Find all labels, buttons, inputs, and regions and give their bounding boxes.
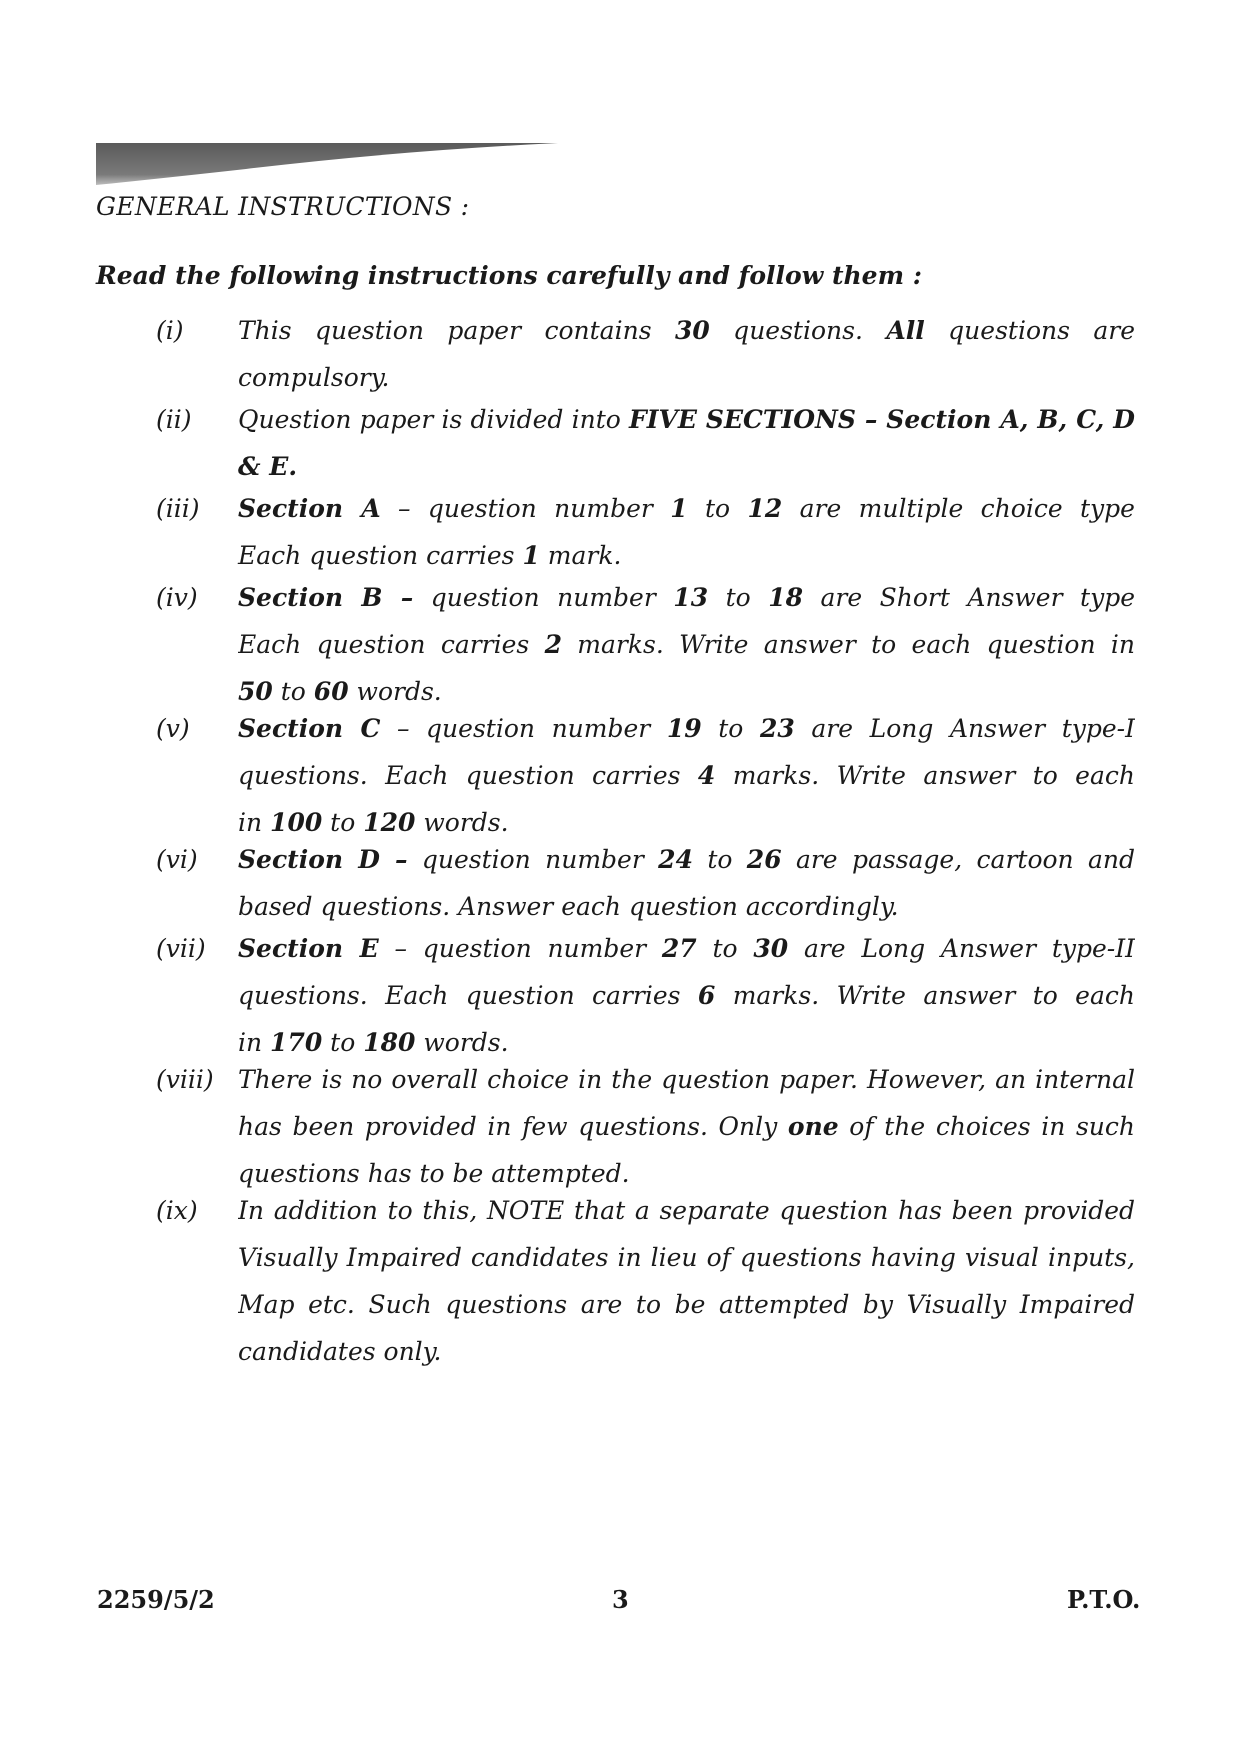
instruction-number: (iv) (156, 583, 198, 612)
instruction-line: in 170 to 180 words. (238, 1028, 509, 1057)
instruction-number: (v) (156, 714, 190, 743)
instruction-text (238, 1187, 1135, 1375)
instruction-line: Question paper is divided into FIVE SECTIONS – Section A, B, C, D (238, 405, 1135, 434)
instruction-line: questions has to be attempted. (238, 1159, 630, 1188)
instruction-number: (vii) (156, 934, 206, 963)
paper-code: 2259/5/2 (97, 1585, 215, 1614)
instruction-line: questions. Each question carries 6 marks. Write answer to each (238, 981, 1135, 1010)
instruction-text (238, 574, 1135, 715)
instruction-number: (ii) (156, 405, 192, 434)
instruction-text (238, 485, 1135, 579)
instruction-line: compulsory. (238, 363, 390, 392)
instruction-line: Section A – question number 1 to 12 are multiple choice type (238, 494, 1135, 523)
instruction-line: Section C – question number 19 to 23 are Long Answer type-I (238, 714, 1135, 743)
instruction-number: (ix) (156, 1196, 198, 1225)
header-decoration-band (96, 143, 558, 187)
instruction-line: There is no overall choice in the question paper. However, an internal (238, 1065, 1135, 1094)
instruction-line: Each question carries 1 mark. (238, 541, 622, 570)
read-instructions-subheading: Read the following instructions carefully and follow them : (96, 261, 922, 290)
please-turn-over: P.T.O. (1067, 1585, 1141, 1614)
instruction-line: candidates only. (238, 1337, 442, 1366)
instruction-line: Section E – question number 27 to 30 are Long Answer type-II (238, 934, 1135, 963)
instruction-text (238, 836, 1135, 930)
instruction-line: In addition to this, NOTE that a separate question has been provided (238, 1196, 1135, 1225)
instruction-line: 50 to 60 words. (238, 677, 442, 706)
instruction-line: has been provided in few questions. Only one of the choices in such (238, 1112, 1135, 1141)
instruction-number: (i) (156, 316, 184, 345)
instruction-text (238, 396, 1135, 490)
instruction-line: in 100 to 120 words. (238, 808, 509, 837)
general-instructions-heading: GENERAL INSTRUCTIONS : (96, 192, 470, 221)
instruction-line: Section D – question number 24 to 26 are passage, cartoon and (238, 845, 1135, 874)
instruction-line: Section B – question number 13 to 18 are Short Answer type (238, 583, 1135, 612)
instruction-line: Map etc. Such questions are to be attempted by Visually Impaired (238, 1290, 1135, 1319)
instruction-line: Visually Impaired candidates in lieu of questions having visual inputs, (238, 1243, 1135, 1272)
instruction-line: & E. (238, 452, 298, 481)
page-number: 3 (612, 1585, 629, 1614)
instruction-text (238, 925, 1135, 1066)
instruction-line: questions. Each question carries 4 marks. Write answer to each (238, 761, 1135, 790)
instruction-line: Each question carries 2 marks. Write answer to each question in (238, 630, 1135, 659)
instruction-text (238, 1056, 1135, 1197)
instruction-line: This question paper contains 30 questions. All questions are (238, 316, 1135, 345)
instruction-text (238, 705, 1135, 846)
instruction-number: (vi) (156, 845, 198, 874)
instruction-line: based questions. Answer each question accordingly. (238, 892, 899, 921)
instruction-number: (viii) (156, 1065, 214, 1094)
instruction-number: (iii) (156, 494, 200, 523)
instruction-text (238, 307, 1135, 401)
